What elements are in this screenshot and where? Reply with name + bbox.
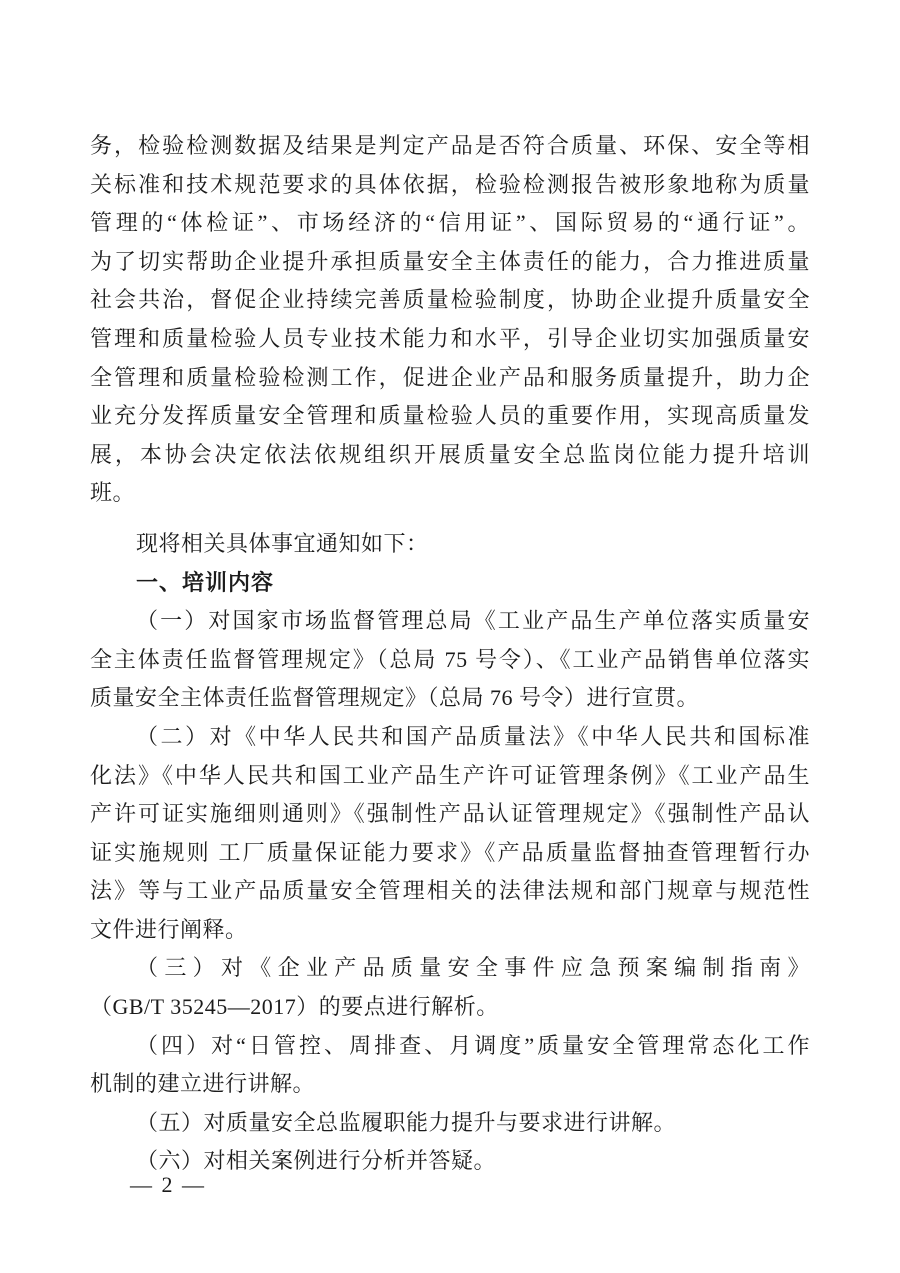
- text-line: 管理的“体检证”、市场经济的“信用证”、国际贸易的“通行证”。: [90, 210, 810, 236]
- text-line: 证实施规则 工厂质量保证能力要求》《产品质量监督抽查管理暂行办: [90, 839, 810, 865]
- text-line: 务，检验检测数据及结果是判定产品是否符合质量、环保、安全等相: [90, 133, 810, 158]
- page-number: — 2 —: [130, 1172, 206, 1197]
- text-line: 业充分发挥质量安全管理和质量检验人员的重要作用，实现高质量发: [90, 403, 810, 429]
- text-line: （二）对《中华人民共和国产品质量法》《中华人民共和国标准: [136, 723, 810, 749]
- text-line: （三）对《企业产品质量安全事件应急预案编制指南》: [136, 955, 810, 981]
- text-line: （六）对相关案例进行分析并答疑。: [136, 1148, 497, 1174]
- text-line: 产许可证实施细则通则》《强制性产品认证管理规定》《强制性产品认: [90, 801, 810, 827]
- text-line: 全管理和质量检验检测工作，促进企业产品和服务质量提升，助力企: [90, 364, 810, 390]
- text-line: 管理和质量检验人员专业技术能力和水平，引导企业切实加强质量安: [90, 325, 810, 351]
- text-line: 关标准和技术规范要求的具体依据，检验检测报告被形象地称为质量: [90, 171, 810, 197]
- text-line: 展，本协会决定依法依规组织开展质量安全总监岗位能力提升培训: [90, 441, 810, 467]
- text-line: 化法》《中华人民共和国工业产品生产许可证管理条例》《工业产品生: [90, 762, 810, 788]
- text-line: （GB/T 35245—2017）的要点进行解析。: [90, 994, 499, 1020]
- text-line: 班。: [90, 480, 136, 506]
- text-line: 机制的建立进行讲解。: [90, 1071, 316, 1097]
- text-line: 现将相关具体事宜通知如下：: [136, 530, 429, 556]
- text-line: 全主体责任监督管理规定》（总局 75 号令）、《工业产品销售单位落实: [90, 646, 810, 672]
- text-line: （一）对国家市场监督管理总局《工业产品生产单位落实质量安: [136, 608, 810, 634]
- text-line: 为了切实帮助企业提升承担质量安全主体责任的能力，合力推进质量: [90, 248, 810, 274]
- section-heading: 一、培训内容: [136, 569, 275, 595]
- text-line: （四）对“日管控、周排查、月调度”质量安全管理常态化工作: [136, 1032, 810, 1058]
- document-body: [90, 127, 810, 1181]
- text-line: 质量安全主体责任监督管理规定》（总局 76 号令）进行宣贯。: [90, 685, 700, 711]
- text-line: 文件进行阐释。: [90, 916, 248, 942]
- text-line: （五）对质量安全总监履职能力提升与要求进行讲解。: [136, 1109, 677, 1135]
- text-line: 法》等与工业产品质量安全管理相关的法律法规和部门规章与规范性: [90, 878, 810, 904]
- text-line: 社会共治，督促企业持续完善质量检验制度，协助企业提升质量安全: [90, 287, 810, 313]
